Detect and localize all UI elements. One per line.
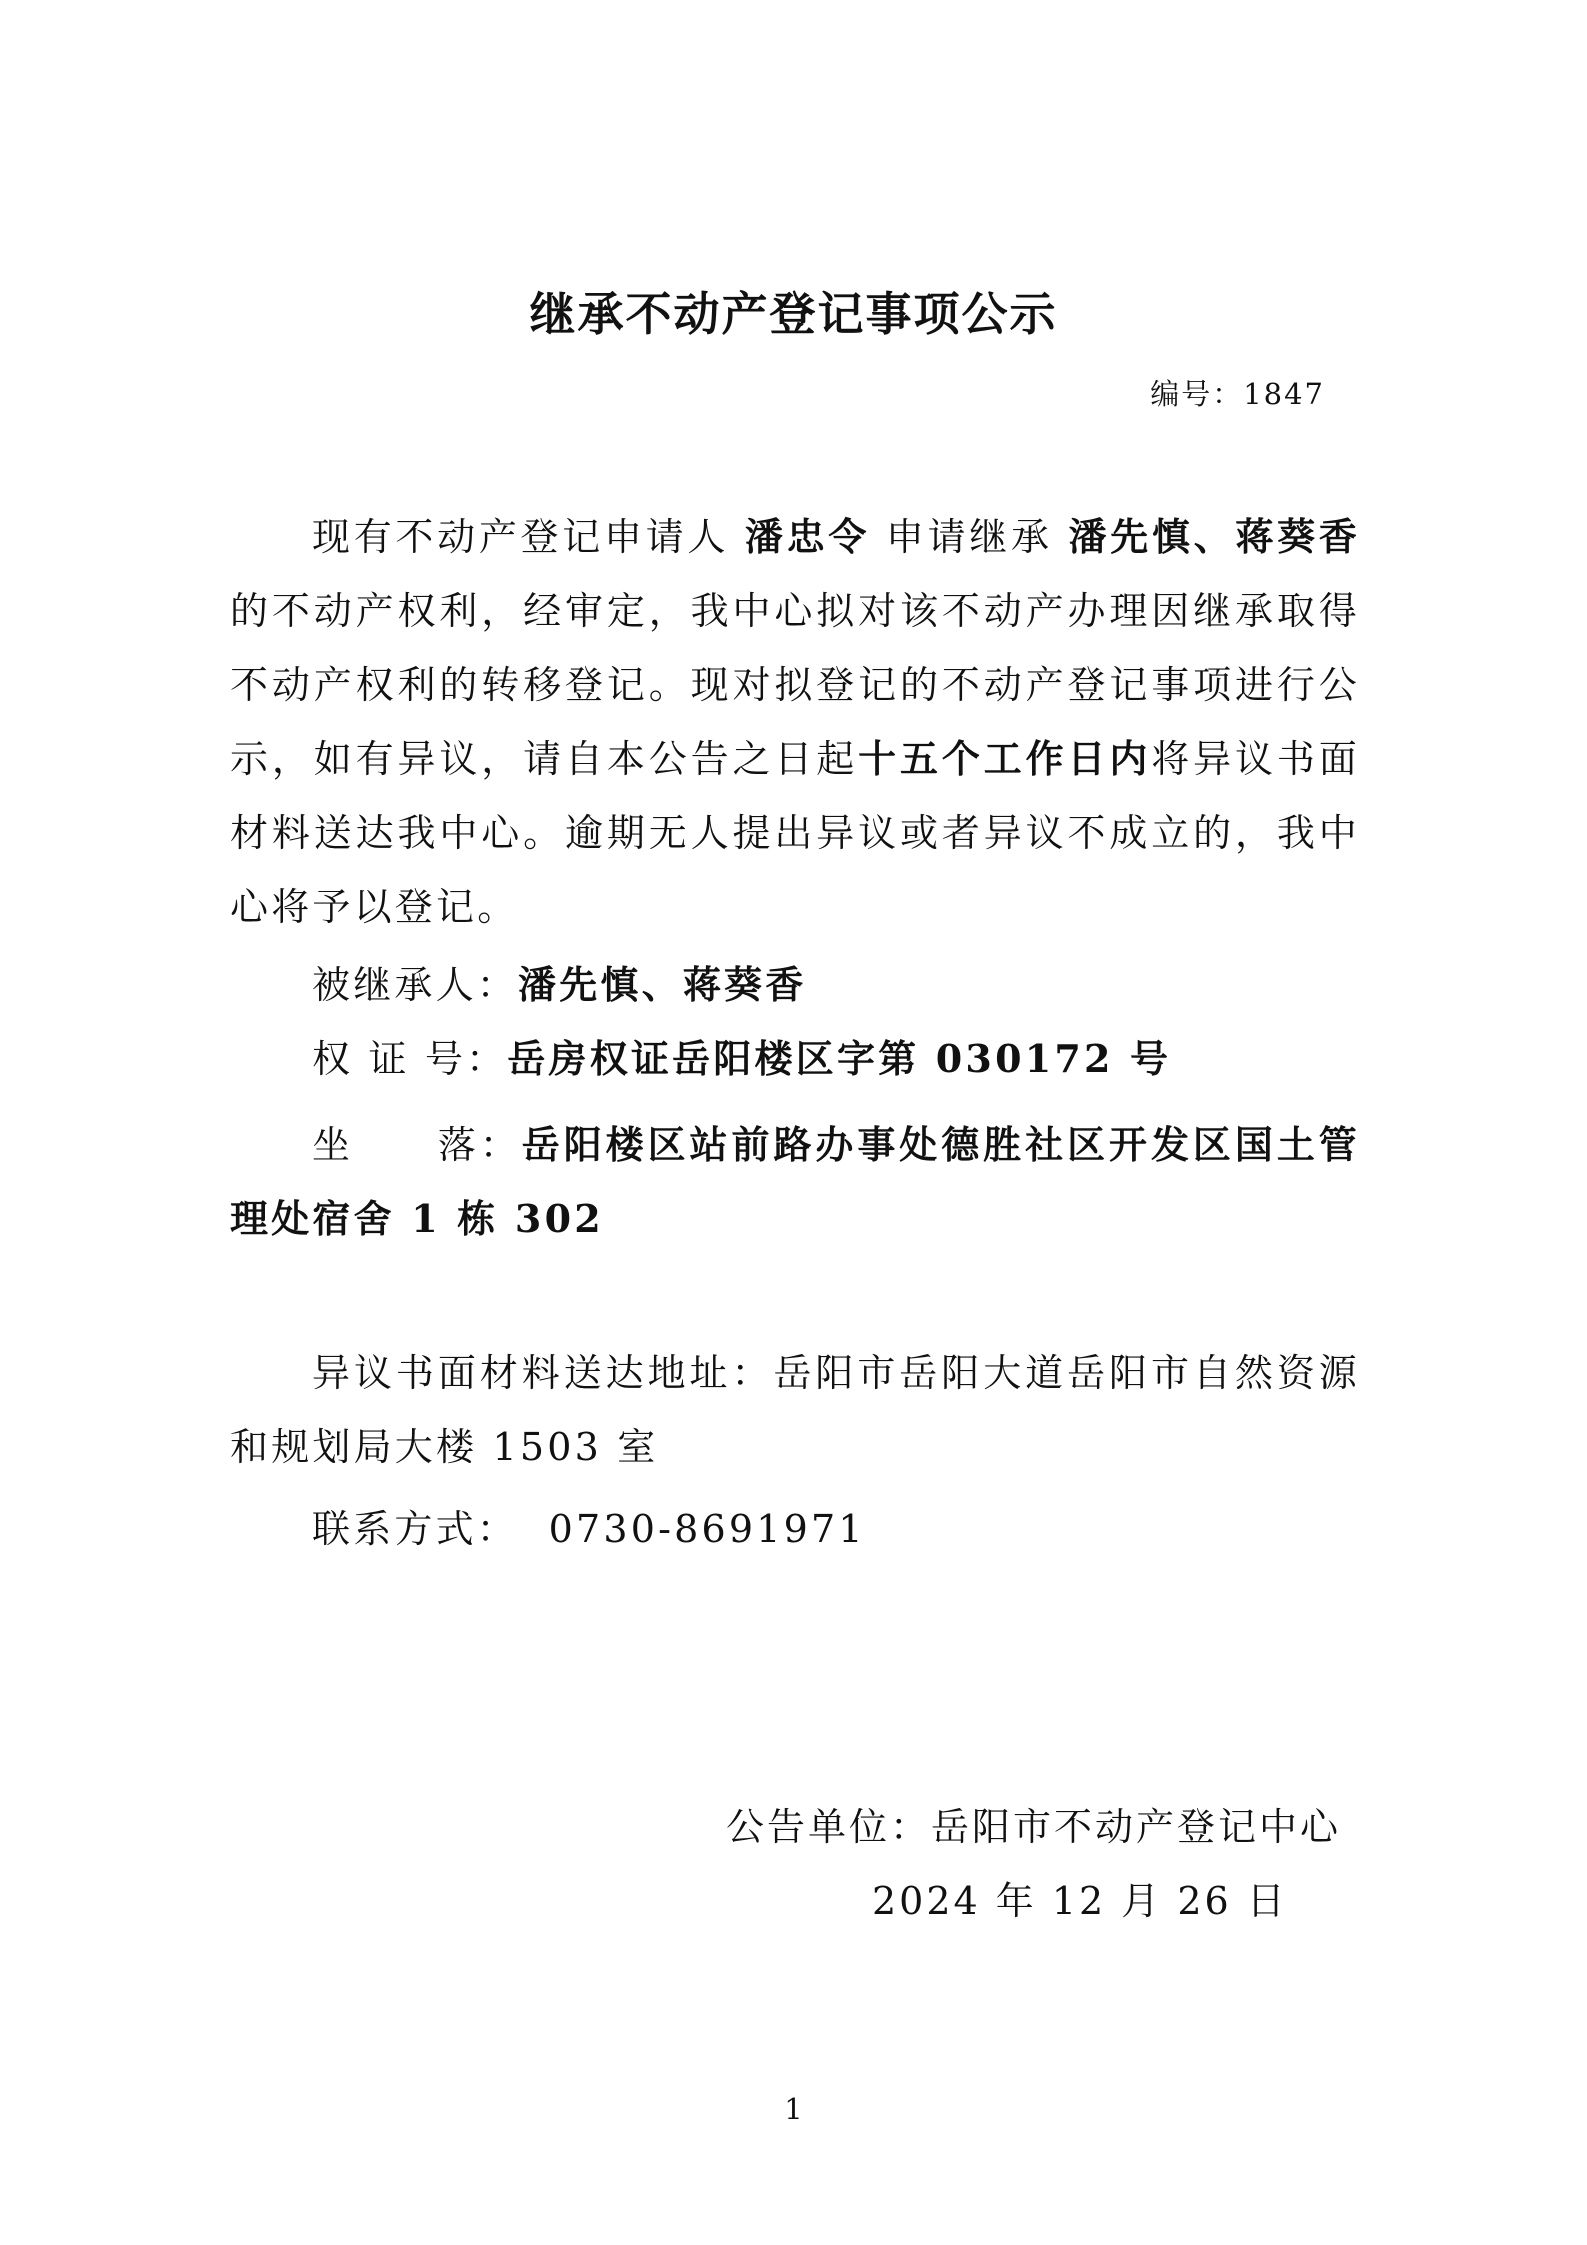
- location-value: 岳阳楼区站前路办事处德胜社区开发区国土管理处宿舍 1 栋 302: [230, 1122, 1360, 1241]
- deceased-names: 潘先慎、蒋葵香: [1068, 514, 1360, 559]
- document-number: 编号：1847: [1150, 377, 1325, 411]
- paragraph-text-1: 现有不动产登记申请人: [312, 515, 730, 559]
- issue-date: 2024 年 12 月 26 日: [872, 1879, 1288, 1923]
- notice-paragraph: [230, 500, 1360, 944]
- document-title: 继承不动产登记事项公示: [529, 287, 1058, 341]
- contact-label: 联系方式：: [312, 1507, 519, 1551]
- heir-value: 潘先慎、蒋葵香: [518, 962, 807, 1007]
- applicant-name: 潘忠令: [744, 514, 871, 559]
- paragraph-text-2: 申请继承: [885, 515, 1053, 559]
- contact-field: [230, 1492, 1360, 1566]
- location-field: [230, 1108, 1360, 1256]
- certificate-value: 岳房权证岳阳楼区字第 030172 号: [507, 1036, 1172, 1081]
- certificate-field: [230, 1022, 1360, 1096]
- heir-label: 被继承人：: [312, 963, 519, 1007]
- page-number: 1: [784, 2092, 803, 2126]
- certificate-label: 权 证 号：: [312, 1037, 508, 1081]
- paragraph-text-3: 的不动产权利，经审定，我中心拟对该不动产办理因继承取得不动产权利的转移登记。现对拟登记的不动产登记事项进行公示，如有异议，请自本公告之日起: [230, 589, 1360, 781]
- issuer-signature: 公告单位：岳阳市不动产登记中心: [726, 1805, 1342, 1849]
- paragraph-text-4: 将异议书面材料送达我中心。逾期无人提出异议或者异议不成立的，我中心将予以登记。: [230, 737, 1360, 929]
- location-label: 坐 落：: [312, 1123, 522, 1167]
- objection-address: 异议书面材料送达地址：岳阳市岳阳大道岳阳市自然资源和规划局大楼 1503 室: [230, 1351, 1360, 1469]
- heir-field: [230, 948, 1360, 1022]
- deadline-text: 十五个工作日内: [858, 736, 1152, 781]
- contact-value: 0730-8691971: [548, 1507, 866, 1551]
